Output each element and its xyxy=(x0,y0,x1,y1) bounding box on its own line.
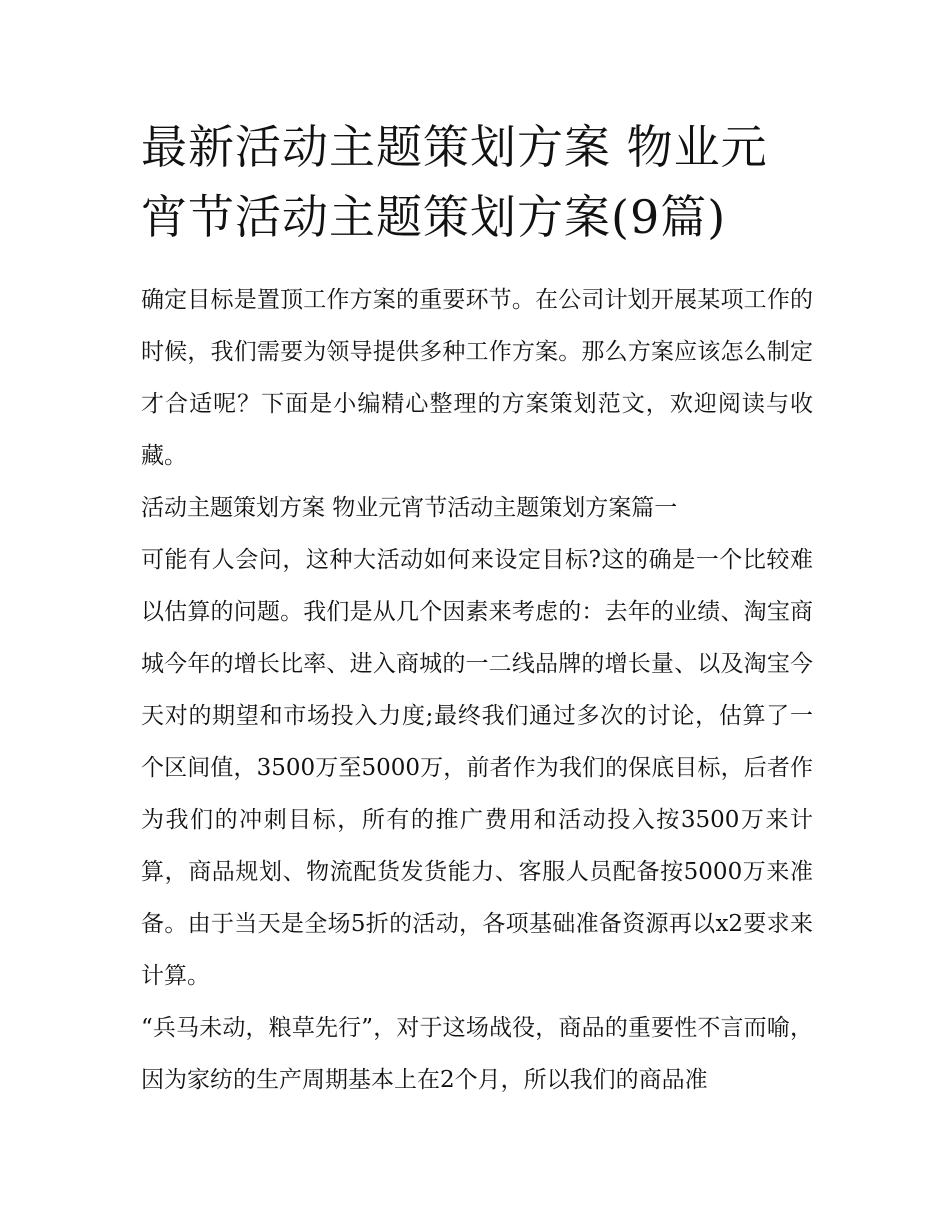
document-body xyxy=(141,112,813,1106)
body-paragraph: 可能有人会问，这种大活动如何来设定目标?这的确是一个比较难以估算的问题。我们是从几个因素来考虑的：去年的业绩、淘宝商城今年的增长比率、进入商城的一二线品牌的增长量、以及淘宝今天对的期望和市场投入力度;最终我们通过多次的讨论，估算了一个区间值，3500万至5000万，前者作为我们的保底目标，后者作为我们的冲刺目标，所有的推广费用和活动投入按3500万来计算，商品规划、物流配货发货能力、客服人员配备按5000万来准备。由于当天是全场5折的活动，各项基础准备资源再以x2要求来计算。 xyxy=(141,547,813,989)
document-title: 最新活动主题策划方案 物业元宵节活动主题策划方案(9篇) xyxy=(141,120,768,244)
body-paragraph: “兵马未动，粮草先行”，对于这场战役，商品的重要性不言而喻，因为家纺的生产周期基本上在2个月，所以我们的商品准 xyxy=(141,1015,813,1093)
section-heading: 活动主题策划方案 物业元宵节活动主题策划方案篇一 xyxy=(141,495,678,521)
intro-paragraph: 确定目标是置顶工作方案的重要环节。在公司计划开展某项工作的时候，我们需要为领导提供多种工作方案。那么方案应该怎么制定才合适呢？下面是小编精心整理的方案策划范文，欢迎阅读与收藏。 xyxy=(141,287,813,469)
